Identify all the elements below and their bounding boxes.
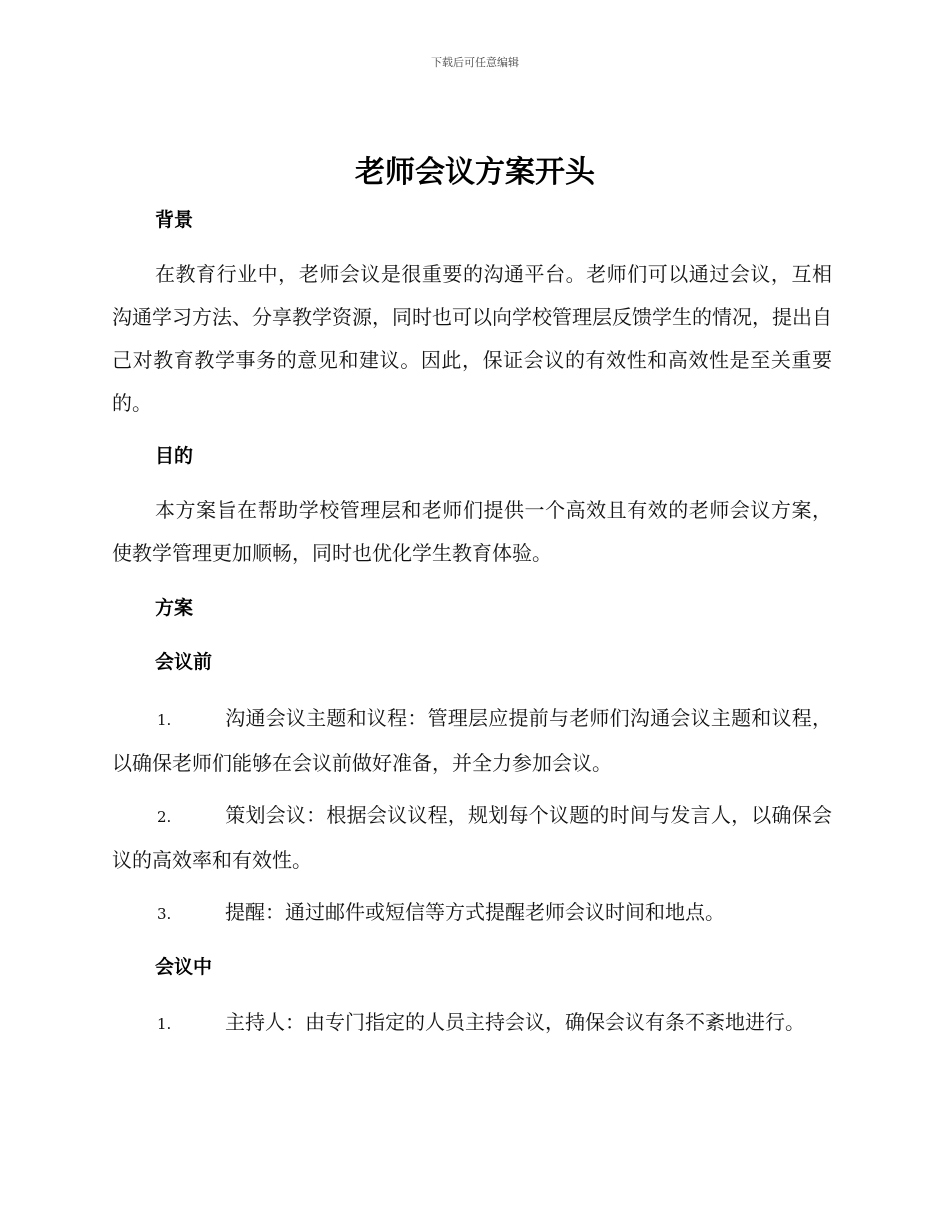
list-item-text: 沟通会议主题和议程：管理层应提前与老师们沟通会议主题和议程，以确保老师们能够在会议前做好准备，并全力参加会议。	[112, 706, 832, 775]
section-heading-before-meeting: 会议前	[155, 651, 213, 673]
list-item-number: 1.	[157, 711, 172, 729]
section-heading-background: 背景	[155, 209, 194, 231]
purpose-paragraph: 本方案旨在帮助学校管理层和老师们提供一个高效且有效的老师会议方案，使教学管理更加顺畅，同时也优化学生教育体验。	[112, 498, 832, 565]
document-title: 老师会议方案开头	[355, 155, 595, 190]
list-item-number: 2.	[157, 808, 172, 826]
list-item-number: 1.	[157, 1015, 172, 1033]
list-item	[112, 697, 832, 785]
list-item-text: 主持人：由专门指定的人员主持会议，确保会议有条不紊地进行。	[225, 1010, 805, 1034]
list-item-text: 提醒：通过邮件或短信等方式提醒老师会议时间和地点。	[225, 900, 725, 924]
section-heading-during-meeting: 会议中	[155, 956, 213, 978]
list-item	[112, 891, 832, 936]
list-item-number: 3.	[157, 905, 172, 923]
section-heading-purpose: 目的	[155, 445, 194, 467]
section-heading-plan: 方案	[155, 597, 194, 619]
background-paragraph: 在教育行业中，老师会议是很重要的沟通平台。老师们可以通过会议，互相沟通学习方法、分享教学资源，同时也可以向学校管理层反馈学生的情况，提出自己对教育教学事务的意见和建议。因此，保证会议的有效性和高效性是至关重要的。	[112, 262, 832, 415]
list-item	[112, 1001, 832, 1046]
header-note: 下载后可任意编辑	[431, 56, 519, 69]
list-item-text: 策划会议：根据会议议程，规划每个议题的时间与发言人，以确保会议的高效率和有效性。	[112, 803, 832, 872]
list-item	[112, 794, 832, 882]
